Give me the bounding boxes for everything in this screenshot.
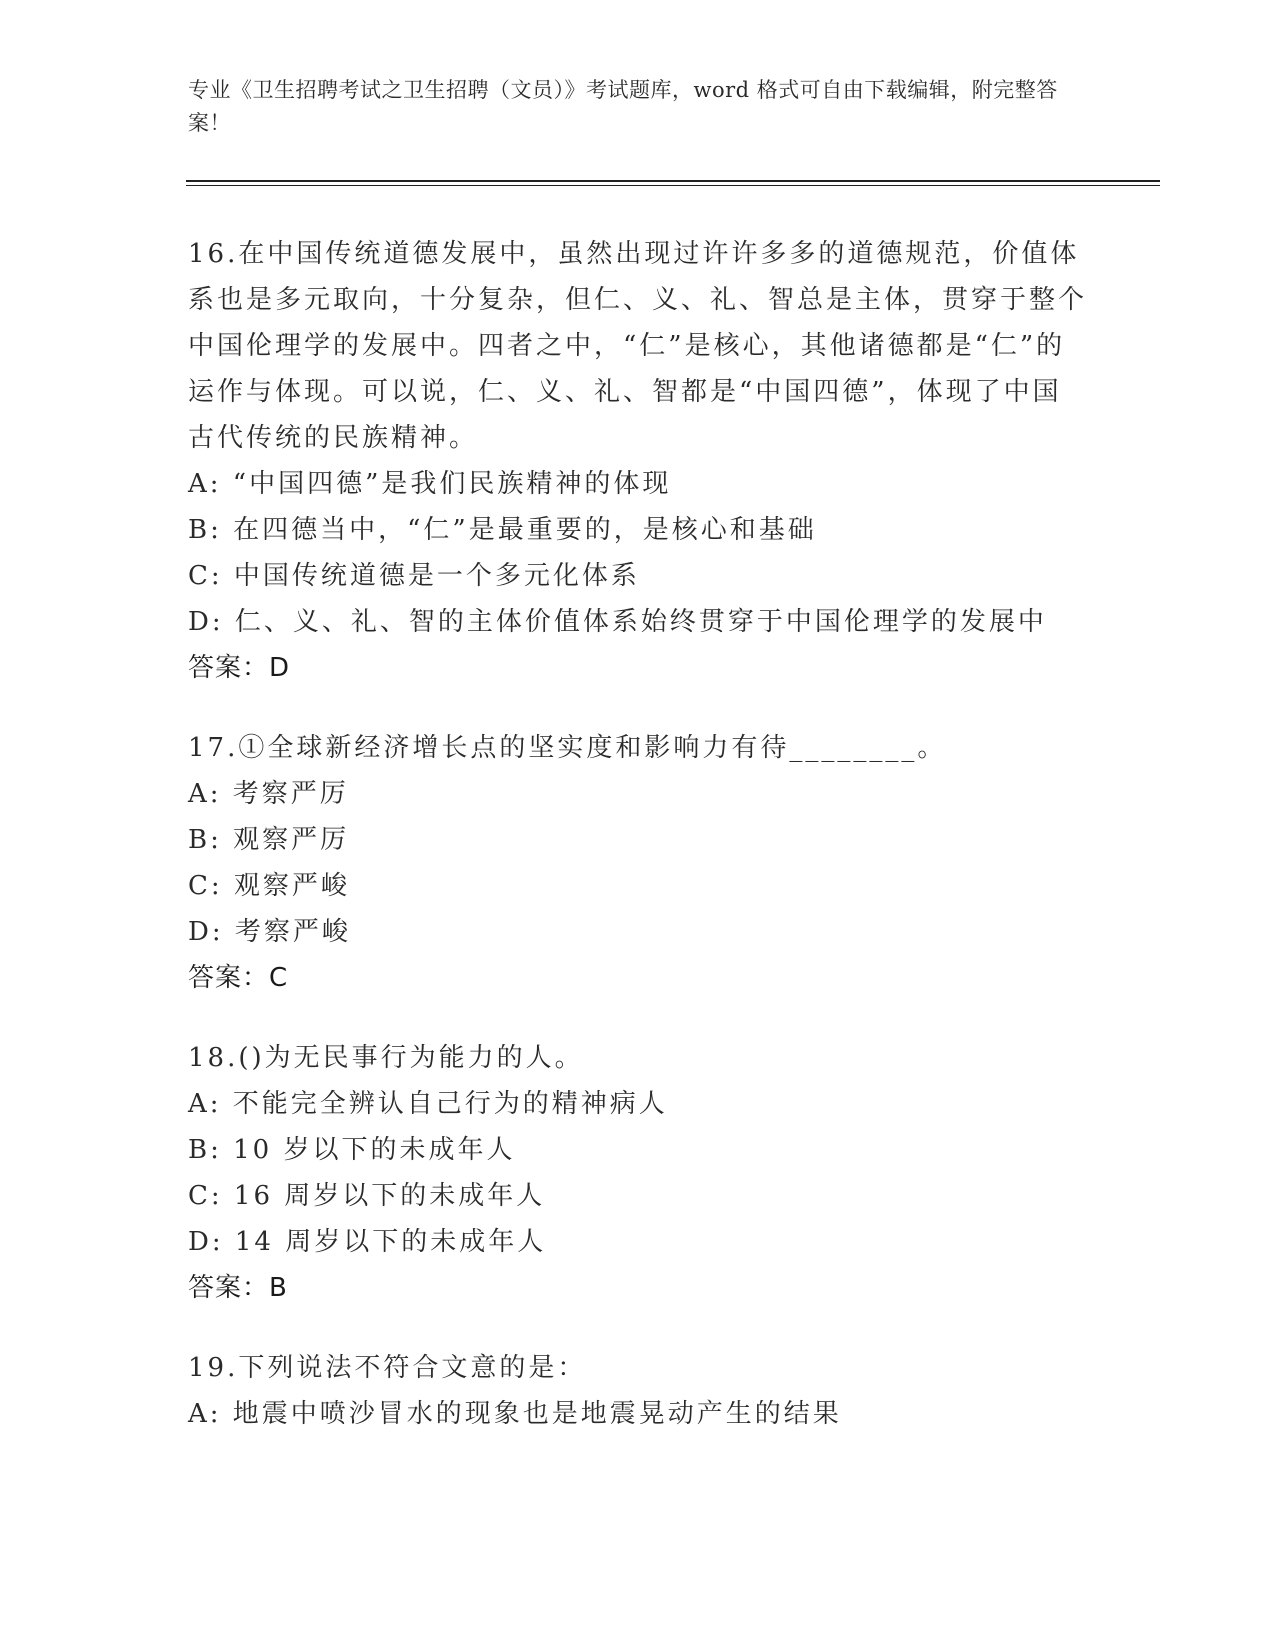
question-stem: 17.①全球新经济增长点的坚实度和影响力有待________。 <box>188 733 947 763</box>
question-stem: 19.下列说法不符合文意的是： <box>188 1353 587 1383</box>
option-d: D: 仁、义、礼、智的主体价值体系始终贯穿于中国伦理学的发展中 <box>188 607 1047 637</box>
option-b: B: 在四德当中，“仁”是最重要的，是核心和基础 <box>188 515 817 545</box>
question-18 <box>188 1035 1088 1311</box>
option-c: C: 观察严峻 <box>188 871 350 901</box>
option-a: A: “中国四德”是我们民族精神的体现 <box>188 469 672 499</box>
document-header: 专业《卫生招聘考试之卫生招聘（文员）》考试题库，word 格式可自由下载编辑，附完整答案！ <box>188 78 1058 135</box>
option-a: A: 考察严厉 <box>188 779 349 809</box>
answer-line: 答案：D <box>188 653 291 683</box>
option-d: D: 考察严峻 <box>188 917 351 947</box>
question-stem: 18.()为无民事行为能力的人。 <box>188 1043 584 1073</box>
option-b: B: 10 岁以下的未成年人 <box>188 1135 516 1165</box>
question-17 <box>188 725 1088 1001</box>
option-c: C: 中国传统道德是一个多元化体系 <box>188 561 640 591</box>
question-list <box>188 231 1088 1471</box>
option-d: D: 14 周岁以下的未成年人 <box>188 1227 547 1257</box>
option-a: A: 地震中喷沙冒水的现象也是地震晃动产生的结果 <box>188 1399 842 1429</box>
question-19 <box>188 1345 1088 1437</box>
answer-line: 答案：B <box>188 1273 288 1303</box>
question-16 <box>188 231 1088 691</box>
option-a: A: 不能完全辨认自己行为的精神病人 <box>188 1089 668 1119</box>
header-divider-thick <box>186 180 1160 182</box>
option-c: C: 16 周岁以下的未成年人 <box>188 1181 546 1211</box>
option-b: B: 观察严厉 <box>188 825 350 855</box>
header-divider-thin <box>186 185 1160 186</box>
answer-line: 答案：C <box>188 963 289 993</box>
question-stem: 16.在中国传统道德发展中，虽然出现过许许多多的道德规范，价值体系也是多元取向，十分复杂，但仁、义、礼、智总是主体，贯穿于整个中国伦理学的发展中。四者之中，“仁”是核心，其他诸德都是“仁”的运作与体现。可以说，仁、义、礼、智都是“中国四德”，体现了中国古代传统的民族精神。 <box>188 239 1088 453</box>
